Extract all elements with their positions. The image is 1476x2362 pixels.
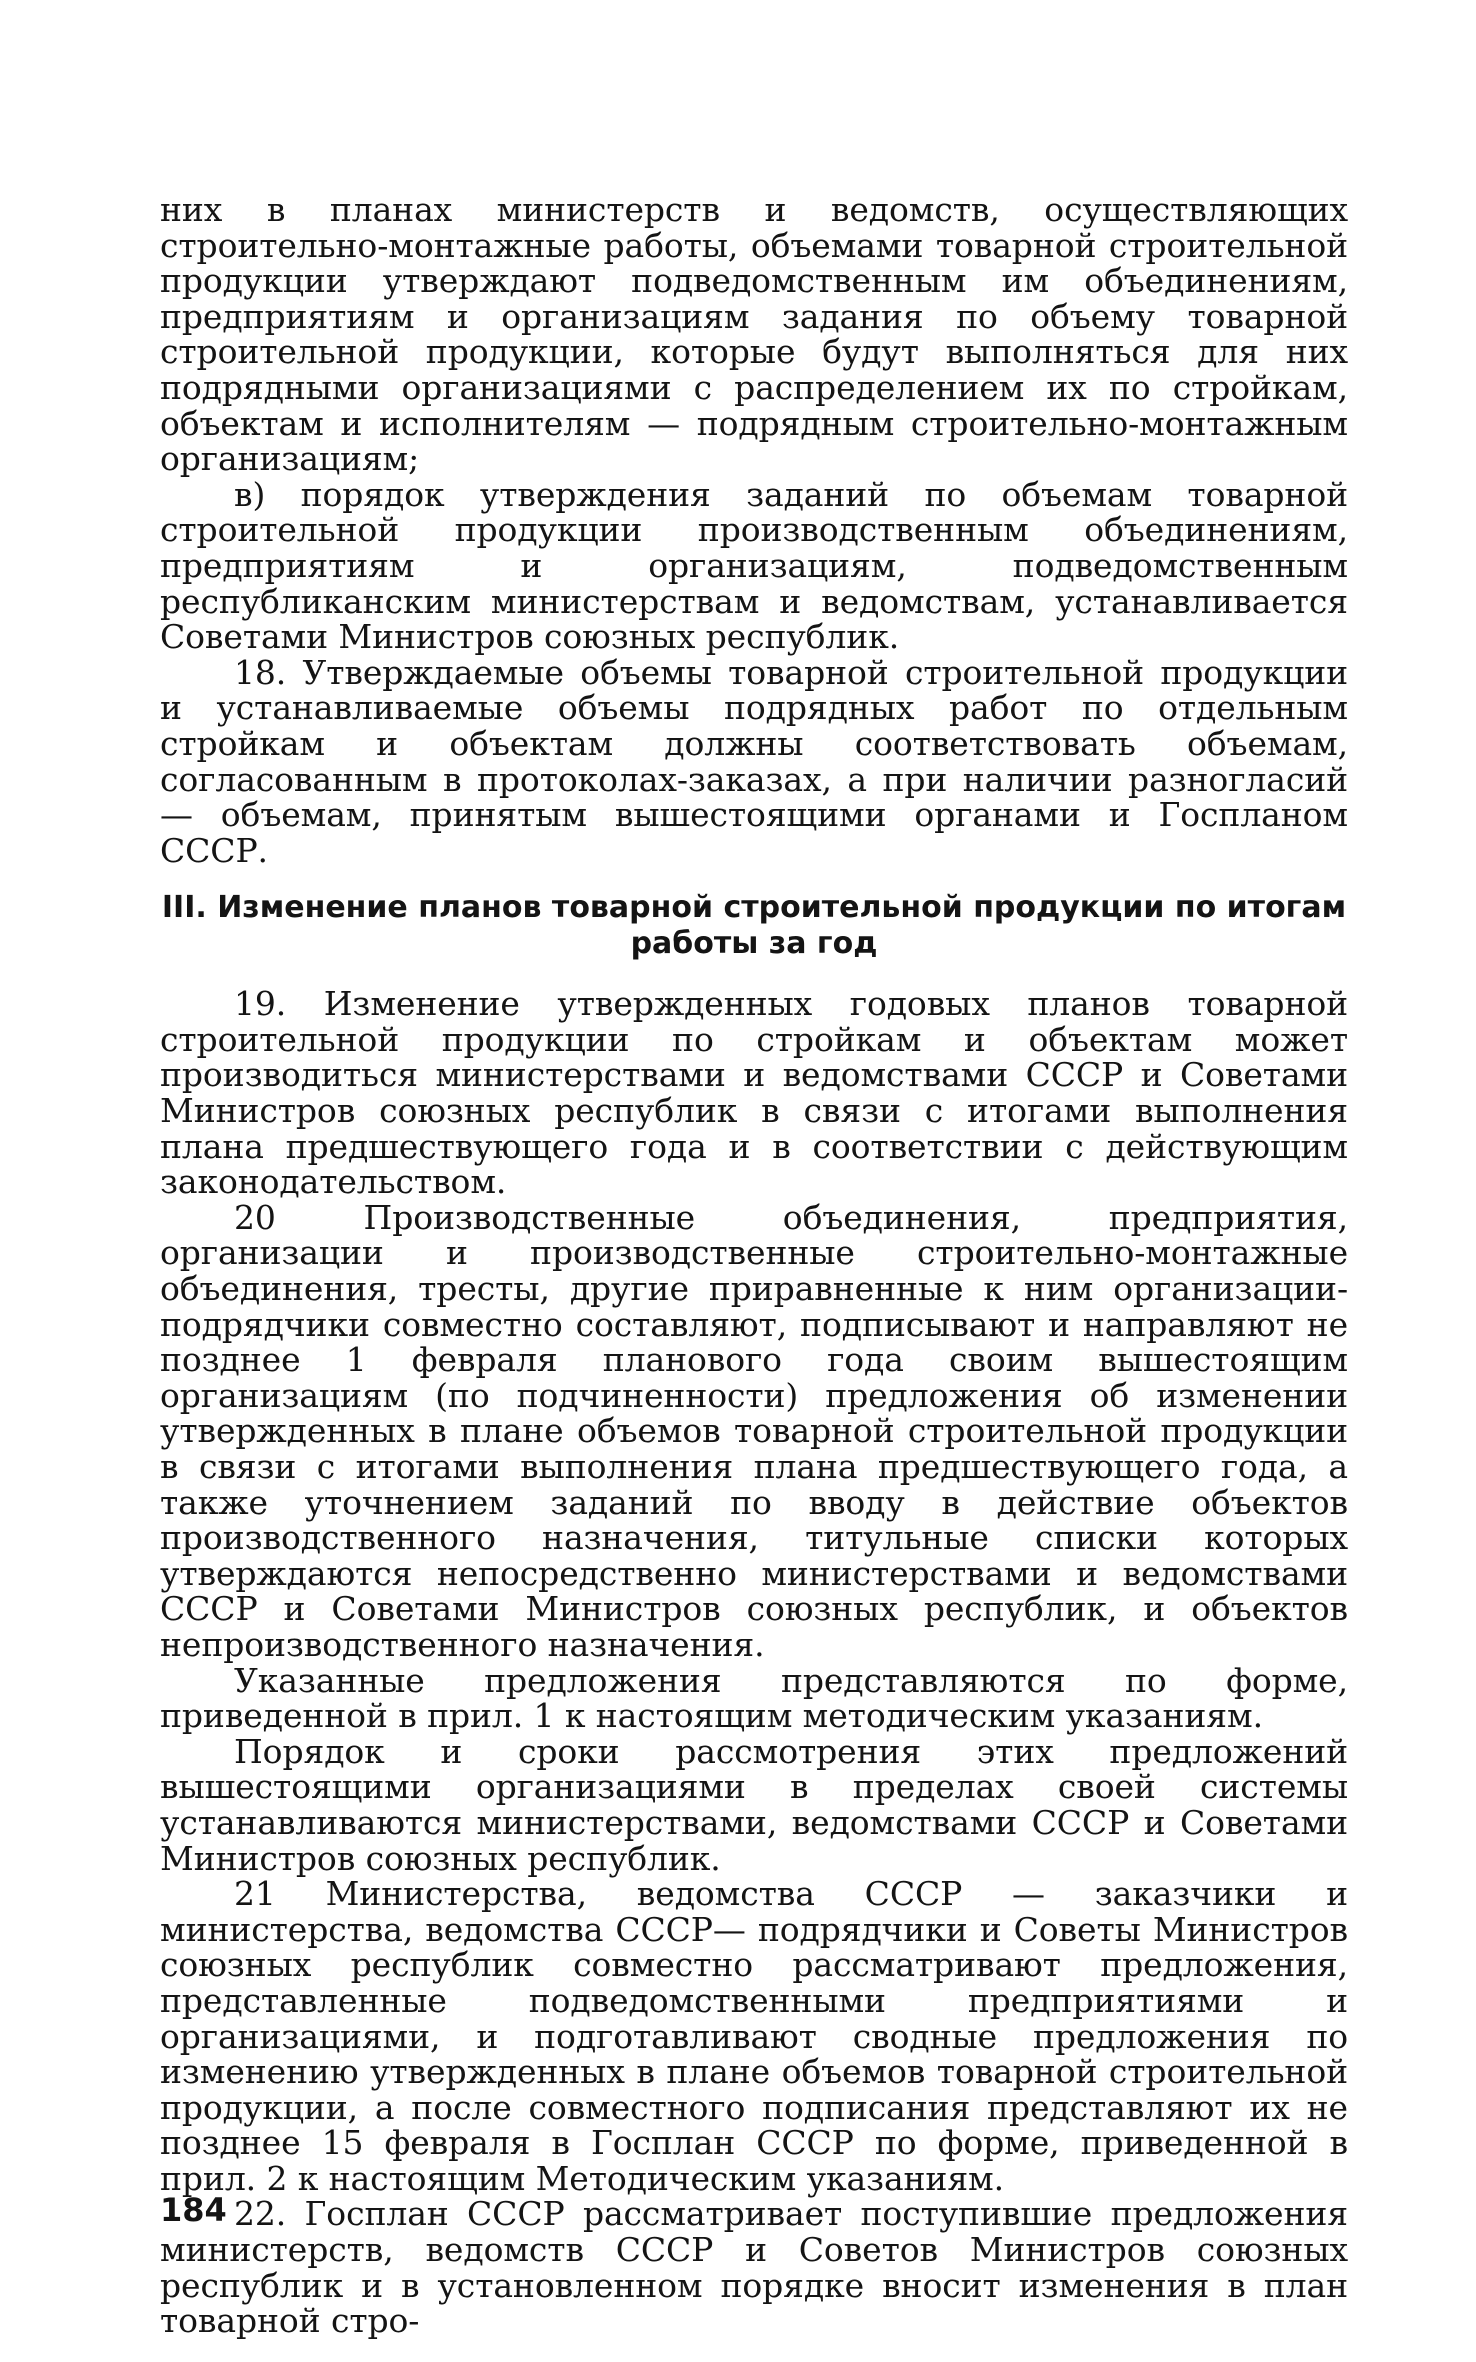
paragraph-19: 19. Изменение утвержденных годовых планов товарной строительной продукции по стройкам и объектам может производиться министерствами и ведомствами СССР и Советами Министров союзных республик в связи с итогами выполнения плана предшествующего года и в соответствии с действующим законодательством. xyxy=(160,984,1348,1202)
page-number: 184 xyxy=(160,2191,227,2229)
paragraph-item-v: в) порядок утверждения заданий по объемам товарной строительной продукции производственным объединениям, предприятиям и организациям, подведомственным республиканским министерствам и ведомствам, устанавливается Советами Министров союзных республик. xyxy=(160,474,1348,657)
paragraph-continuation: них в планах министерств и ведомств, осуществляющих строительно-монтажные работы, объемами товарной строительной продукции утверждают подведомственным им объединениям, предприятиям и организациям задания по объему товарной строительной продукции, которые будут выполняться для них подрядными организациями с распределением их по стройкам, объектам и исполнителям — подрядным строительно-монтажным организациям; xyxy=(160,190,1348,479)
paragraph-20: 20 Производственные объединения, предприятия, организации и производственные строительно-монтажные объединения, тресты, другие приравненные к ним организации-подрядчики совместно составляют, подписывают и направляют не позднее 1 февраля планового года своим вышестоящим организациям (по подчиненности) предложения об изменении утвержденных в плане объемов товарной строительной продукции в связи с итогами выполнения плана предшествующего года, а также уточнением заданий по вводу в действие объектов производственного назначения, титульные списки которых утверждаются непосредственно министерствами и ведомствами СССР и Советами Министров союзных республик, и объектов непроизводственного назначения. xyxy=(160,1197,1348,1664)
paragraph-21: 21 Министерства, ведомства СССР — заказчики и министерства, ведомства СССР— подрядчики и Советы Министров союзных республик совместно рассматривают предложения, представленные подведомственными предприятиями и организациями, и подготавливают сводные предложения по изменению утвержденных в плане объемов товарной строительной продукции, а после совместного подписания представляют их не позднее 15 февраля в Госплан СССР по форме, приведенной в прил. 2 к настоящим Методическим указаниям. xyxy=(160,1874,1348,2198)
document-page xyxy=(160,192,1348,2339)
paragraph-20-procedure: Порядок и сроки рассмотрения этих предложений вышестоящими организациями в пределах своей системы устанавливаются министерствами, ведомствами СССР и Советами Министров союзных республик. xyxy=(160,1731,1348,1878)
paragraph-22: 22. Госплан СССР рассматривает поступившие предложения министерств, ведомств СССР и Советов Министров союзных республик и в установленном порядке вносит изменения в план товарной стро- xyxy=(160,2194,1348,2341)
paragraph-18: 18. Утверждаемые объемы товарной строительной продукции и устанавливаемые объемы подрядных работ по отдельным стройкам и объектам должны соответствовать объемам, согласованным в протоколах-заказах, а при наличии разногласий — объемам, принятым вышестоящими органами и Госпланом СССР. xyxy=(160,652,1348,870)
paragraph-20-forms: Указанные предложения представляются по форме, приведенной в прил. 1 к настоящим методическим указаниям. xyxy=(160,1660,1348,1736)
section-title: III. Изменение планов товарной строительной продукции по итогам работы за год xyxy=(161,890,1347,962)
